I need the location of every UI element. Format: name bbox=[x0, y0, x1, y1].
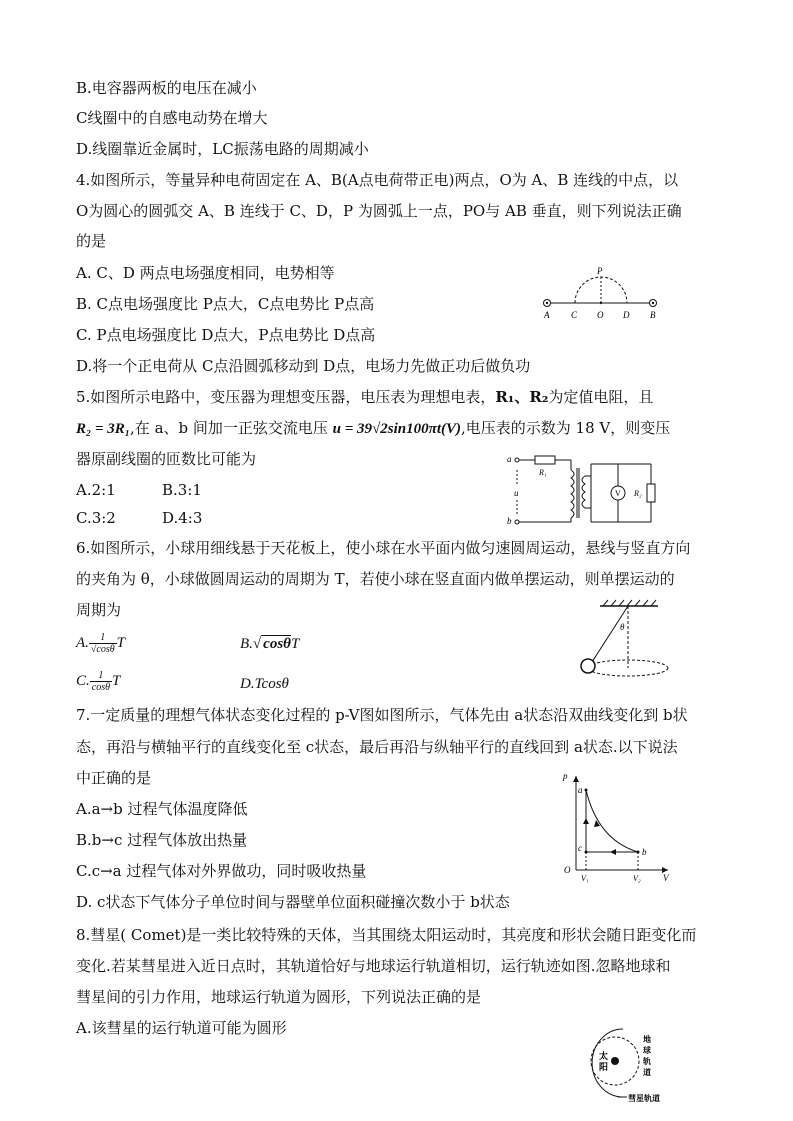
q7-stem-line1: 7.一定质量的理想气体状态变化过程的 p-V图如图所示，气体先由 a状态沿双曲线变化到 b状 bbox=[76, 706, 688, 724]
label-c: C bbox=[571, 310, 578, 320]
q6-option-b: B.√ cosθT bbox=[240, 636, 300, 652]
label-a: a bbox=[578, 785, 583, 795]
q4-charge-figure bbox=[535, 262, 665, 322]
sun bbox=[611, 1057, 619, 1065]
label-sun-1: 太 bbox=[599, 1051, 609, 1061]
q5-stem-line2 bbox=[76, 418, 670, 439]
label-earth-3: 轨 bbox=[643, 1057, 651, 1066]
q6-option-a-t: T bbox=[116, 634, 125, 651]
q6-option-a-prefix: A. bbox=[76, 634, 89, 651]
label-v-axis: V bbox=[663, 873, 669, 883]
q6-option-b-root: cosθ bbox=[263, 636, 291, 652]
q8-stem-line3: 彗星间的引力作用，地球运行轨道为圆形，下列说法正确的是 bbox=[76, 988, 482, 1006]
label-v2: V₂ bbox=[633, 874, 641, 883]
q4-stem-line1: 4.如图所示，等量异种电荷固定在 A、B(A点电荷带正电)两点，O为 A、B 连线的中点，以 bbox=[76, 171, 679, 189]
label-c: c bbox=[578, 843, 582, 853]
label-v: V bbox=[615, 489, 621, 498]
q4-option-a: A. C、D 两点电场强度相同，电势相等 bbox=[76, 264, 335, 282]
q6-stem-line2: 的夹角为 θ，小球做圆周运动的周期为 T，若使小球在竖直面内做单摆运动，则单摆运动的 bbox=[76, 570, 675, 588]
label-a: A bbox=[544, 310, 550, 320]
label-p: p bbox=[563, 771, 568, 781]
label-a: a bbox=[507, 454, 512, 464]
q5-text-2b: ,在 a、b 间加一正弦交流电压 bbox=[130, 419, 328, 437]
q6-option-d: D.Tcosθ bbox=[240, 676, 289, 692]
q5-text-1c: 为定值电阻，且 bbox=[548, 388, 654, 406]
q5-text-1a: 5.如图所示电路中，变压器为理想变压器，电压表为理想电表， bbox=[76, 388, 496, 406]
q6-pendulum-figure bbox=[570, 598, 680, 680]
label-o: O bbox=[597, 310, 604, 320]
label-d: D bbox=[623, 310, 630, 320]
q7-option-b: B.b→c 过程气体放出热量 bbox=[76, 831, 248, 849]
q4-option-c: C. P点电场强度比 D点大，P点电势比 D点高 bbox=[76, 326, 376, 344]
q3-option-c: C线圈中的自感电动势在增大 bbox=[76, 109, 268, 127]
q7-pv-figure bbox=[556, 770, 676, 885]
q5-circuit-figure bbox=[505, 452, 665, 528]
q7-option-a: A.a→b 过程气体温度降低 bbox=[76, 800, 248, 818]
q5-stem-line3: 器原副线圈的匝数比可能为 bbox=[76, 450, 257, 468]
label-o: O bbox=[564, 865, 571, 875]
resistor-r1 bbox=[535, 456, 555, 464]
q6-option-c-t: T bbox=[112, 672, 121, 689]
q3-option-d: D.线圈靠近金属时，LC振荡电路的周期减小 bbox=[76, 140, 369, 158]
q4-stem-line2: O为圆心的圆弧交 A、B 连线于 C、D，P 为圆弧上一点，PO与 AB 垂直，则下列说法正确 bbox=[76, 202, 682, 220]
label-earth-4: 道 bbox=[643, 1068, 651, 1077]
label-r2: R₂ bbox=[634, 489, 642, 498]
q5-option-c: C.3:2 bbox=[76, 509, 116, 527]
q6-option-a bbox=[76, 632, 125, 655]
label-u: u bbox=[514, 488, 519, 498]
q4-stem-line3: 的是 bbox=[76, 232, 107, 250]
q5-text-2d: ,电压表的示数为 18 V，则变压 bbox=[461, 419, 671, 437]
label-p: P bbox=[597, 266, 603, 276]
label-b: B bbox=[650, 310, 656, 320]
q5-voltage-formula: u = 39√2sin100πt(V) bbox=[332, 421, 461, 437]
label-v1: V₁ bbox=[581, 874, 589, 883]
q6-stem-line1: 6.如图所示，小球用细线悬于天花板上，使小球在水平面内做匀速圆周运动，悬线与竖直方向 bbox=[76, 539, 691, 557]
q6-option-c bbox=[76, 670, 120, 693]
q7-stem-line3: 中正确的是 bbox=[76, 769, 152, 787]
label-comet: 彗星轨道 bbox=[628, 1094, 660, 1103]
label-earth-1: 地 bbox=[643, 1035, 651, 1044]
q5-resistor-relation: R₂ = 3R₁ bbox=[76, 421, 131, 437]
q5-option-b: B.3:1 bbox=[162, 481, 202, 499]
q6-option-b-prefix: B. bbox=[240, 636, 253, 652]
q6-stem-line3: 周期为 bbox=[76, 601, 122, 619]
q6-option-b-t: T bbox=[290, 636, 300, 652]
q6-option-a-fraction: $\frac{1}{√\cos\theta}$ bbox=[90, 632, 115, 655]
q7-option-d: D. c状态下气体分子单位时间与器壁单位面积碰撞次数小于 b状态 bbox=[76, 893, 510, 911]
q8-stem-line2: 变化.若某彗星进入近日点时，其轨道恰好与地球运行轨道相切，运行轨迹如图.忽略地球和 bbox=[76, 957, 671, 975]
q7-stem-line2: 态，再沿与横轴平行的直线变化至 c状态，最后再沿与纵轴平行的直线回到 a状态.以下说法 bbox=[76, 738, 678, 756]
label-theta: θ bbox=[620, 622, 625, 632]
q8-orbit-figure bbox=[585, 1025, 685, 1107]
label-b: b bbox=[642, 847, 647, 857]
q4-option-b: B. C点电场强度比 P点大，C点电势比 P点高 bbox=[76, 295, 375, 313]
q6-option-c-fraction: $\frac{1}{\cos\theta}$ bbox=[91, 670, 111, 693]
q3-option-b: B.电容器两板的电压在减小 bbox=[76, 79, 257, 97]
q8-stem-line1: 8.彗星( Comet)是一类比较特殊的天体，当其围绕太阳运动时，其亮度和形状会随日距变化而 bbox=[76, 926, 697, 944]
q5-option-d: D.4:3 bbox=[162, 509, 203, 527]
resistor-r2 bbox=[647, 484, 655, 502]
q6-option-c-prefix: C. bbox=[76, 672, 90, 689]
q5-stem-line1 bbox=[76, 387, 653, 407]
label-b: b bbox=[507, 516, 512, 526]
q5-resistors: R₁、R₂ bbox=[495, 388, 549, 406]
label-r1: R₁ bbox=[539, 468, 547, 477]
label-sun-2: 阳 bbox=[599, 1062, 609, 1072]
pendulum-ball bbox=[581, 659, 595, 673]
q4-option-d: D.将一个正电荷从 C点沿圆弧移动到 D点，电场力先做正功后做负功 bbox=[76, 357, 531, 375]
q8-option-a: A.该彗星的运行轨道可能为圆形 bbox=[76, 1019, 287, 1037]
q5-option-a: A.2:1 bbox=[76, 481, 116, 499]
label-earth-2: 球 bbox=[643, 1046, 651, 1055]
q7-option-c: C.c→a 过程气体对外界做功，同时吸收热量 bbox=[76, 862, 367, 880]
